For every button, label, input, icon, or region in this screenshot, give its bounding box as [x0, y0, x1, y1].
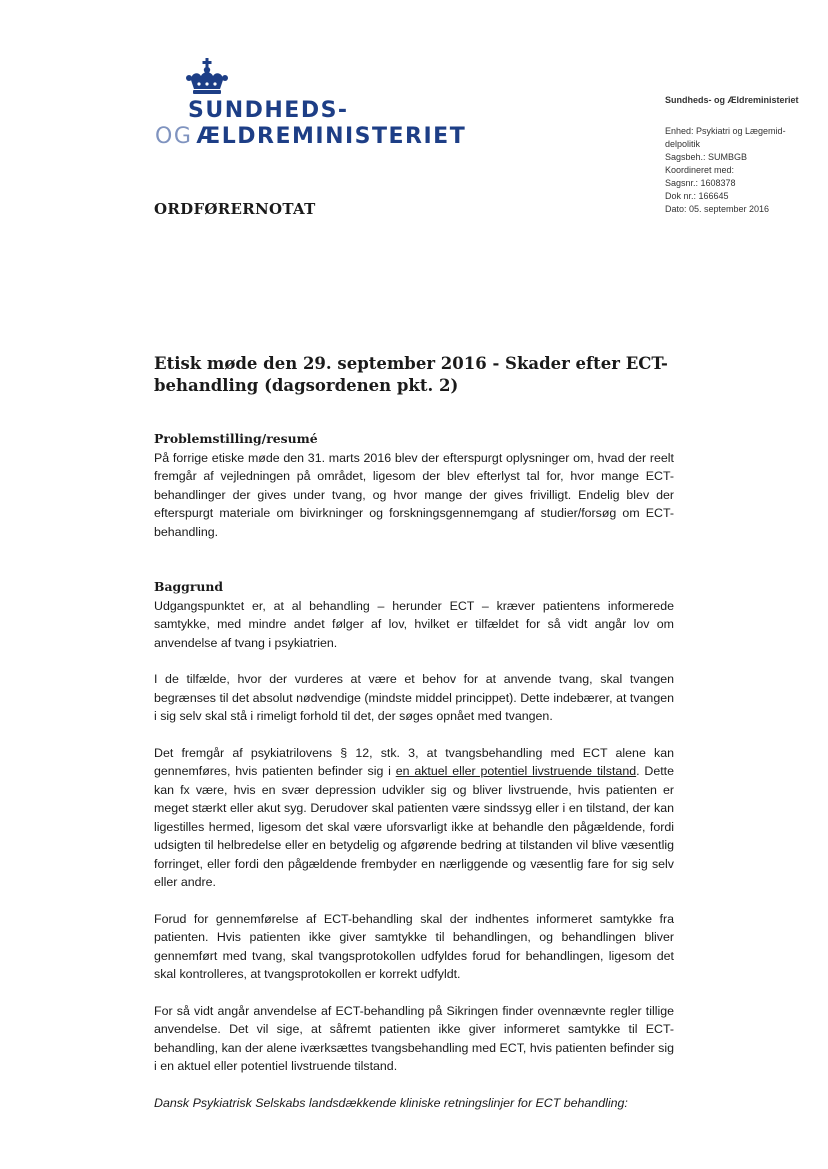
brand-ministry: ÆLDREMINISTERIET	[196, 124, 467, 149]
ministry-name: Sundheds- og Ældreministeriet	[665, 95, 799, 105]
meta-case-officer: Sagsbeh.: SUMBGB	[665, 152, 748, 162]
background-paragraph-3	[154, 744, 674, 892]
document-title: Etisk møde den 29. september 2016 - Skader efter ECT-behandling (dagsordenen pkt. 2)	[154, 354, 668, 395]
paragraph-3-end: . Dette kan fx være, hvis en svær depression udvikler sig og bliver livstruende, hvis patienten er meget stærkt eller akut syg. Derudover skal patienten være sindssyg eller i en tilstand, der kan ligestilles hermed, ligesom det skal være uforsvarligt ikke at behandle den pågældende, fordi udsigten til helbredelse eller en betydelig og afgørende bedring at tilstanden vil blive væsentlig forringet, eller fordi den pågældende frembyder en nærliggende og væsentlig fare for sig selv eller andre.	[154, 764, 674, 889]
document-type: ORDFØRERNOTAT	[154, 200, 316, 218]
brand-line-2	[155, 124, 466, 149]
paragraph-3-start: Det fremgår af psykiatrilovens § 12, stk. 3, at tvangsbehandling med ECT alene kan gennemføres, hvis patienten befinder sig i	[154, 745, 674, 778]
background-paragraph-1: Udgangspunktet er, at al behandling – herunder ECT – kræver patientens informerede samtykke, med mindre andet følger af lov, hvilket er tilfældet for så vidt angår lov om anvendelse af tvang i psykiatrien.	[154, 598, 674, 650]
meta-doc-number: Dok nr.: 166645	[665, 191, 729, 201]
meta-unit-cont: delpolitik	[665, 139, 701, 149]
document-metadata	[665, 125, 805, 216]
meta-coordinated: Koordineret med:	[665, 165, 735, 175]
crown-icon	[185, 58, 229, 100]
background-paragraph-2: I de tilfælde, hvor der vurderes at være et behov for at anvende tvang, skal tvangen begrænses til det absolut nødvendige (mindste middel princippet). Dette indebærer, at tvangen i sig selv skal stå i rimeligt forhold til det, der søges opnået med tvangen.	[154, 672, 674, 723]
underlined-condition: en aktuel eller potentiel livstruende tilstand	[395, 764, 637, 778]
section-heading-background: Baggrund	[154, 579, 224, 594]
background-paragraph-4: Forud for gennemførelse af ECT-behandling skal der indhentes informeret samtykke fra patienten. Hvis patienten ikke giver samtykke til behandlingen, og behandlingen bliver gennemført med tvang, skal tvangsprotokollen udfyldes forud for behandlingen, ligesom det skal kontrolleres, at tvangsprotokollen er korrekt udfyldt.	[154, 911, 674, 981]
problem-text: På forrige etiske møde den 31. marts 2016 blev der efterspurgt oplysninger om, hvad der reelt fremgår af vejledningen på området, ligesom der blev efterlyst tal for, hvor mange ECT-behandlinger der gives under tvang, og hvor mange der gives frivilligt. Endelig blev der efterspurgt materiale om bivirkninger og forskningsgennemgang af studier/forsøg om ECT-behandling.	[154, 450, 674, 539]
document-body	[154, 430, 674, 1112]
background-paragraph-5: For så vidt angår anvendelse af ECT-behandling på Sikringen finder ovennævnte regler tillige anvendelse. Det vil sige, at såfremt patienten ikke giver informeret samtykke til ECT-behandling, kan der alene iværksættes tvangsbehandling med ECT, hvis patienten befinder sig i en aktuel eller potentiel livstruende tilstand.	[154, 1003, 674, 1073]
brand-og: OG	[155, 124, 193, 149]
section-heading-problem: Problemstilling/resumé	[154, 431, 318, 446]
guidelines-reference: Dansk Psykiatrisk Selskabs landsdækkende kliniske retningslinjer for ECT behandling:	[154, 1095, 628, 1110]
meta-unit: Enhed: Psykiatri og Lægemid-	[665, 126, 786, 136]
brand-line-1: SUNDHEDS-	[188, 98, 349, 123]
meta-case-number: Sagsnr.: 1608378	[665, 178, 736, 188]
meta-date: Dato: 05. september 2016	[665, 204, 770, 214]
